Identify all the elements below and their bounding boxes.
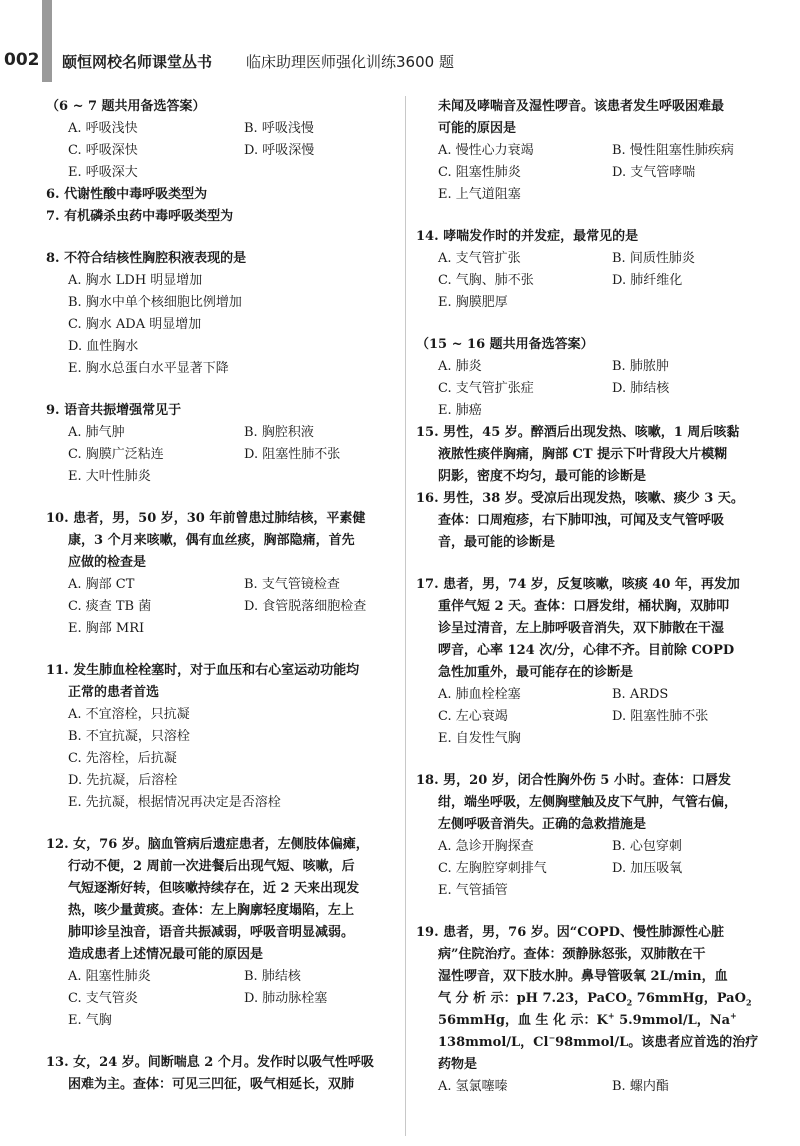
- question-13-line: 未闻及哮喘音及湿性啰音。该患者发生呼吸困难最: [438, 99, 725, 114]
- option-d: D. 肺纤维化: [612, 273, 683, 288]
- option-c: C. 胸水 ADA 明显增加: [68, 317, 202, 332]
- options-row: [416, 378, 786, 400]
- right-column: [416, 96, 786, 1098]
- option-e: E. 大叶性肺炎: [68, 469, 151, 484]
- option-c: C. 呼吸深快: [68, 143, 138, 158]
- option-d: D. 支气管哮喘: [612, 165, 696, 180]
- options-row: [416, 292, 786, 314]
- option-c: C. 支气管扩张症: [438, 381, 534, 396]
- text-segment: 气 分 析 示：pH 7.23，PaCO: [438, 991, 627, 1006]
- option-e: E. 上气道阻塞: [438, 187, 521, 202]
- options-row: [416, 1076, 786, 1098]
- question-7: 7. 有机磷杀虫药中毒呼吸类型为: [46, 209, 234, 224]
- question-17-line: 诊呈过清音，左上肺呼吸音消失，双下肺散在干湿: [438, 621, 725, 636]
- superscript: +: [730, 1010, 737, 1021]
- option-e: E. 胸部 MRI: [68, 621, 145, 636]
- question-6: 6. 代谢性酸中毒呼吸类型为: [46, 187, 208, 202]
- option-d: D. 阻塞性肺不张: [612, 709, 709, 724]
- options-row: [46, 1010, 396, 1032]
- option-a: A. 胸部 CT: [68, 577, 135, 592]
- option-d: D. 肺结核: [612, 381, 670, 396]
- option-a: A. 肺炎: [438, 359, 482, 374]
- options-row: [46, 118, 396, 140]
- question-9: 9. 语音共振增强常见于: [46, 403, 182, 418]
- series-title: 颐恒网校名师课堂丛书: [62, 53, 213, 71]
- option-a: A. 急诊开胸探查: [438, 839, 534, 854]
- options-row: [416, 684, 786, 706]
- question-13-line: 可能的原因是: [438, 121, 517, 136]
- book-title: 临床助理医师强化训练3600 题: [246, 53, 454, 71]
- option-b: B. 支气管镜检查: [244, 577, 340, 592]
- question-13-line: 困难为主。查体：可见三凹征，吸气相延长，双肺: [68, 1077, 355, 1092]
- options-row: [46, 574, 396, 596]
- options-row: [46, 618, 396, 640]
- question-17-line: 重伴气短 2 天。查体：口唇发绀，桶状胸，双肺叩: [438, 599, 730, 614]
- option-a: A. 慢性心力衰竭: [438, 143, 534, 158]
- option-c: C. 左心衰竭: [438, 709, 508, 724]
- option-d: D. 食管脱落细胞检查: [244, 599, 367, 614]
- question-14: 14. 哮喘发作时的并发症，最常见的是: [416, 229, 639, 244]
- option-b: B. ARDS: [612, 687, 669, 702]
- superscript: −: [548, 1032, 556, 1043]
- option-d: D. 先抗凝，后溶栓: [68, 773, 178, 788]
- question-17-line: 啰音，心率 124 次/分，心律不齐。目前除 COPD: [438, 643, 735, 658]
- question-16-line: 查体：口周疱疹，右下肺叩浊，可闻及支气管呼吸: [438, 513, 725, 528]
- question-15-line: 阴影，密度不均匀，最可能的诊断是: [438, 469, 647, 484]
- question-10-line: 康，3 个月来咳嗽，偶有血丝痰，胸部隐痛，首先: [68, 533, 355, 548]
- option-a: A. 胸水 LDH 明显增加: [68, 273, 203, 288]
- question-19-line: [416, 1010, 786, 1032]
- column-divider: [405, 96, 406, 1136]
- question-13-line: 13. 女，24 岁。间断喘息 2 个月。发作时以吸气性呼吸: [46, 1055, 374, 1070]
- options-row: [416, 184, 786, 206]
- option-b: B. 螺内酯: [612, 1079, 669, 1094]
- question-17-line: 17. 患者，男，74 岁，反复咳嗽，咳痰 40 年，再发加: [416, 577, 740, 592]
- options-row: [46, 162, 396, 184]
- options-row: [416, 728, 786, 750]
- option-e: E. 胸膜肥厚: [438, 295, 508, 310]
- question-11-line: 正常的患者首选: [68, 685, 160, 700]
- options-row: [46, 140, 396, 162]
- option-c: C. 气胸、肺不张: [438, 273, 534, 288]
- option-b: B. 心包穿刺: [612, 839, 682, 854]
- option-e: E. 先抗凝，根据情况再决定是否溶栓: [68, 795, 281, 810]
- question-12-line: 造成患者上述情况最可能的原因是: [68, 947, 264, 962]
- options-row: [416, 858, 786, 880]
- page-marker-bar: [42, 0, 52, 82]
- options-row: [46, 422, 396, 444]
- option-d: D. 血性胸水: [68, 339, 139, 354]
- option-d: D. 加压吸氧: [612, 861, 683, 876]
- question-12-line: 热，咳少量黄痰。查体：左上胸廓轻度塌陷，左上: [68, 903, 355, 918]
- text-segment: 138mmol/L，Cl: [438, 1035, 549, 1050]
- question-11-line: 11. 发生肺血栓栓塞时，对于血压和右心室运动功能均: [46, 663, 360, 678]
- question-16-line: 16. 男性，38 岁。受凉后出现发热，咳嗽、痰少 3 天。: [416, 491, 744, 506]
- option-a: A. 不宜溶栓，只抗凝: [68, 707, 190, 722]
- option-b: B. 不宜抗凝，只溶栓: [68, 729, 190, 744]
- question-19-line: [416, 1032, 786, 1054]
- options-row: [416, 356, 786, 378]
- options-row: [416, 248, 786, 270]
- option-b: B. 胸水中单个核细胞比例增加: [68, 295, 242, 310]
- option-e: E. 气管插管: [438, 883, 508, 898]
- option-e: E. 呼吸深大: [68, 165, 138, 180]
- options-row: [46, 466, 396, 488]
- question-12-line: 肺叩诊呈浊音，语音共振减弱，呼吸音明显减弱。: [68, 925, 355, 940]
- question-8: 8. 不符合结核性胸腔积液表现的是: [46, 251, 247, 266]
- option-c: C. 胸膜广泛粘连: [68, 447, 164, 462]
- option-e: E. 胸水总蛋白水平显著下降: [68, 361, 229, 376]
- option-b: B. 胸腔积液: [244, 425, 314, 440]
- group-6-7-title: （6 ~ 7 题共用备选答案）: [46, 99, 206, 114]
- question-19-line: 病”住院治疗。查体：颈静脉怒张，双肺散在干: [438, 947, 706, 962]
- option-e: E. 肺癌: [438, 403, 482, 418]
- question-15-line: 液脓性痰伴胸痛，胸部 CT 提示下叶背段大片模糊: [438, 447, 728, 462]
- options-row: [416, 836, 786, 858]
- page-number: 002: [4, 50, 40, 70]
- options-row: [46, 444, 396, 466]
- option-d: D. 呼吸深慢: [244, 143, 315, 158]
- question-16-line: 音，最可能的诊断是: [438, 535, 556, 550]
- option-b: B. 呼吸浅慢: [244, 121, 314, 136]
- question-19-line: 药物是: [438, 1057, 478, 1072]
- question-12-line: 气短逐渐好转，但咳嗽持续存在，近 2 天来出现发: [68, 881, 360, 896]
- option-a: A. 阻塞性肺炎: [68, 969, 151, 984]
- text-segment: 56mmHg，血 生 化 示：K: [438, 1013, 608, 1028]
- option-c: C. 左胸腔穿刺排气: [438, 861, 547, 876]
- question-15-line: 15. 男性，45 岁。醉酒后出现发热、咳嗽，1 周后咳黏: [416, 425, 740, 440]
- option-a: A. 氢氯噻嗪: [438, 1079, 508, 1094]
- text-segment: 76mmHg，PaO: [632, 991, 746, 1006]
- option-b: B. 间质性肺炎: [612, 251, 695, 266]
- text-segment: 98mmol/L。该患者应首选的治疗: [555, 1035, 759, 1050]
- page-header: [0, 0, 800, 90]
- text-segment: 5.9mmol/L，Na: [614, 1013, 731, 1028]
- subscript: 2: [745, 997, 752, 1008]
- question-10-line: 10. 患者，男，50 岁，30 年前曾患过肺结核，平素健: [46, 511, 366, 526]
- option-b: B. 慢性阻塞性肺疾病: [612, 143, 734, 158]
- subscript: 2: [626, 997, 633, 1008]
- option-d: D. 肺动脉栓塞: [244, 991, 328, 1006]
- option-a: A. 肺血栓栓塞: [438, 687, 521, 702]
- option-c: C. 阻塞性肺炎: [438, 165, 521, 180]
- options-row: [416, 706, 786, 728]
- question-19-line: 湿性啰音，双下肢水肿。鼻导管吸氧 2L/min，血: [438, 969, 728, 984]
- option-c: C. 支气管炎: [68, 991, 138, 1006]
- option-c: C. 痰查 TB 菌: [68, 599, 152, 614]
- superscript: +: [607, 1010, 615, 1021]
- question-19-line: [416, 988, 786, 1010]
- question-17-line: 急性加重外，最可能存在的诊断是: [438, 665, 634, 680]
- options-row: [416, 162, 786, 184]
- options-row: [416, 140, 786, 162]
- option-e: E. 自发性气胸: [438, 731, 521, 746]
- question-10-line: 应做的检查是: [68, 555, 147, 570]
- option-a: A. 支气管扩张: [438, 251, 521, 266]
- options-row: [46, 596, 396, 618]
- question-12-line: 12. 女，76 岁。脑血管病后遗症患者，左侧肢体偏瘫，: [46, 837, 369, 852]
- options-row: [416, 400, 786, 422]
- question-19-line: 19. 患者，男，76 岁。因“COPD、慢性肺源性心脏: [416, 925, 724, 940]
- options-row: [416, 270, 786, 292]
- option-b: B. 肺结核: [244, 969, 301, 984]
- question-18-line: 绀，端坐呼吸，左侧胸壁触及皮下气肿，气管右偏，: [438, 795, 738, 810]
- option-a: A. 呼吸浅快: [68, 121, 138, 136]
- option-c: C. 先溶栓，后抗凝: [68, 751, 177, 766]
- options-row: [416, 880, 786, 902]
- left-column: [46, 96, 396, 1096]
- group-15-16-title: （15 ~ 16 题共用备选答案）: [416, 337, 594, 352]
- options-row: [46, 966, 396, 988]
- option-b: B. 肺脓肿: [612, 359, 669, 374]
- option-a: A. 肺气肿: [68, 425, 125, 440]
- question-18-line: 18. 男，20 岁，闭合性胸外伤 5 小时。查体：口唇发: [416, 773, 731, 788]
- question-18-line: 左侧呼吸音消失。正确的急救措施是: [438, 817, 647, 832]
- option-d: D. 阻塞性肺不张: [244, 447, 341, 462]
- options-row: [46, 988, 396, 1010]
- option-e: E. 气胸: [68, 1013, 112, 1028]
- question-12-line: 行动不便，2 周前一次进餐后出现气短、咳嗽，后: [68, 859, 355, 874]
